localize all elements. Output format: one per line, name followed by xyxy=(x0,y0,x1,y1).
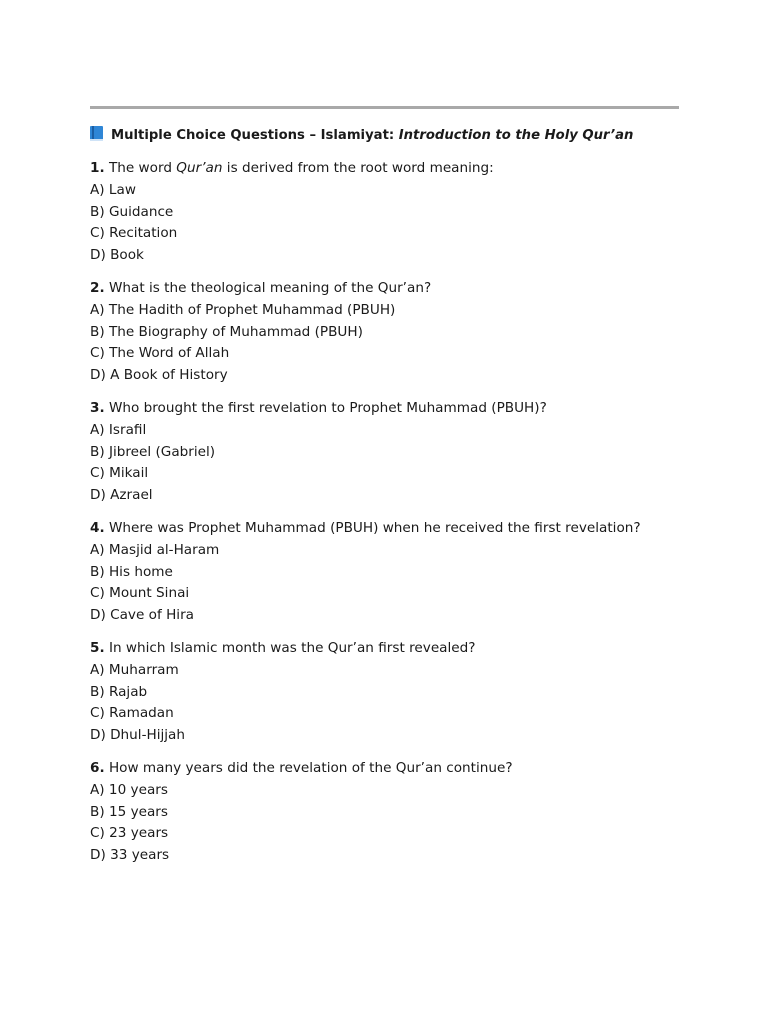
option-d: D) Book xyxy=(90,247,144,264)
question-number: 6. xyxy=(90,759,105,776)
option-b: B) Guidance xyxy=(90,203,174,220)
question-text-part: What is the theological meaning of the Qur’an? xyxy=(104,279,432,296)
question-list xyxy=(90,158,710,878)
option-a: A) The Hadith of Prophet Muhammad (PBUH) xyxy=(90,301,396,318)
option-c: C) Ramadan xyxy=(90,705,174,722)
question-text xyxy=(90,398,710,420)
question-number: 1. xyxy=(90,160,105,176)
question-text xyxy=(90,278,710,300)
option-d: D) 33 years xyxy=(90,847,170,864)
option-a: A) Israfil xyxy=(90,421,147,438)
question-number: 3. xyxy=(90,399,105,416)
option-c: C) Mikail xyxy=(90,465,149,482)
title-prefix: Multiple Choice Questions – Islamiyat: xyxy=(111,128,399,143)
option-d: D) A Book of History xyxy=(90,367,228,384)
question-text-part: Where was Prophet Muhammad (PBUH) when he received the first revelation? xyxy=(104,519,641,536)
option-d: D) Cave of Hira xyxy=(90,607,194,624)
question-5 xyxy=(90,638,710,747)
question-text-part: Who brought the first revelation to Prophet Muhammad (PBUH)? xyxy=(104,399,547,416)
option-b: B) The Biography of Muhammad (PBUH) xyxy=(90,323,363,340)
option-c: C) The Word of Allah xyxy=(90,345,230,362)
option-a: A) 10 years xyxy=(90,781,168,798)
question-text-part: How many years did the revelation of the Qur’an continue? xyxy=(104,759,513,776)
question-1 xyxy=(90,158,710,267)
option-b: B) Jibreel (Gabriel) xyxy=(90,443,216,460)
horizontal-rule xyxy=(90,106,679,109)
question-number: 4. xyxy=(90,519,105,536)
option-a: A) Law xyxy=(90,181,136,198)
option-c: C) 23 years xyxy=(90,825,169,842)
option-c: C) Mount Sinai xyxy=(90,585,190,602)
question-text xyxy=(90,758,710,780)
question-4 xyxy=(90,518,710,627)
question-text-part: In which Islamic month was the Qur’an first revealed? xyxy=(104,639,476,656)
option-b: B) His home xyxy=(90,563,173,580)
question-text-part: The word xyxy=(104,160,177,176)
question-number: 2. xyxy=(90,279,105,296)
question-text xyxy=(90,638,710,660)
option-a: A) Muharram xyxy=(90,661,179,678)
option-d: D) Azrael xyxy=(90,487,153,504)
blue-book-icon xyxy=(90,126,103,141)
question-text-italic: Qur’an xyxy=(176,160,223,176)
question-number: 5. xyxy=(90,639,105,656)
option-b: B) 15 years xyxy=(90,803,168,820)
question-text xyxy=(90,518,710,540)
question-2 xyxy=(90,278,710,387)
title-italic: Introduction to the Holy Qur’an xyxy=(398,128,634,143)
document-title xyxy=(90,126,690,146)
option-a: A) Masjid al-Haram xyxy=(90,541,220,558)
question-3 xyxy=(90,398,710,507)
question-6 xyxy=(90,758,710,867)
question-text xyxy=(90,158,710,180)
option-d: D) Dhul-Hijjah xyxy=(90,727,185,744)
option-c: C) Recitation xyxy=(90,225,178,242)
option-b: B) Rajab xyxy=(90,683,148,700)
question-text-part: is derived from the root word meaning: xyxy=(222,160,494,176)
